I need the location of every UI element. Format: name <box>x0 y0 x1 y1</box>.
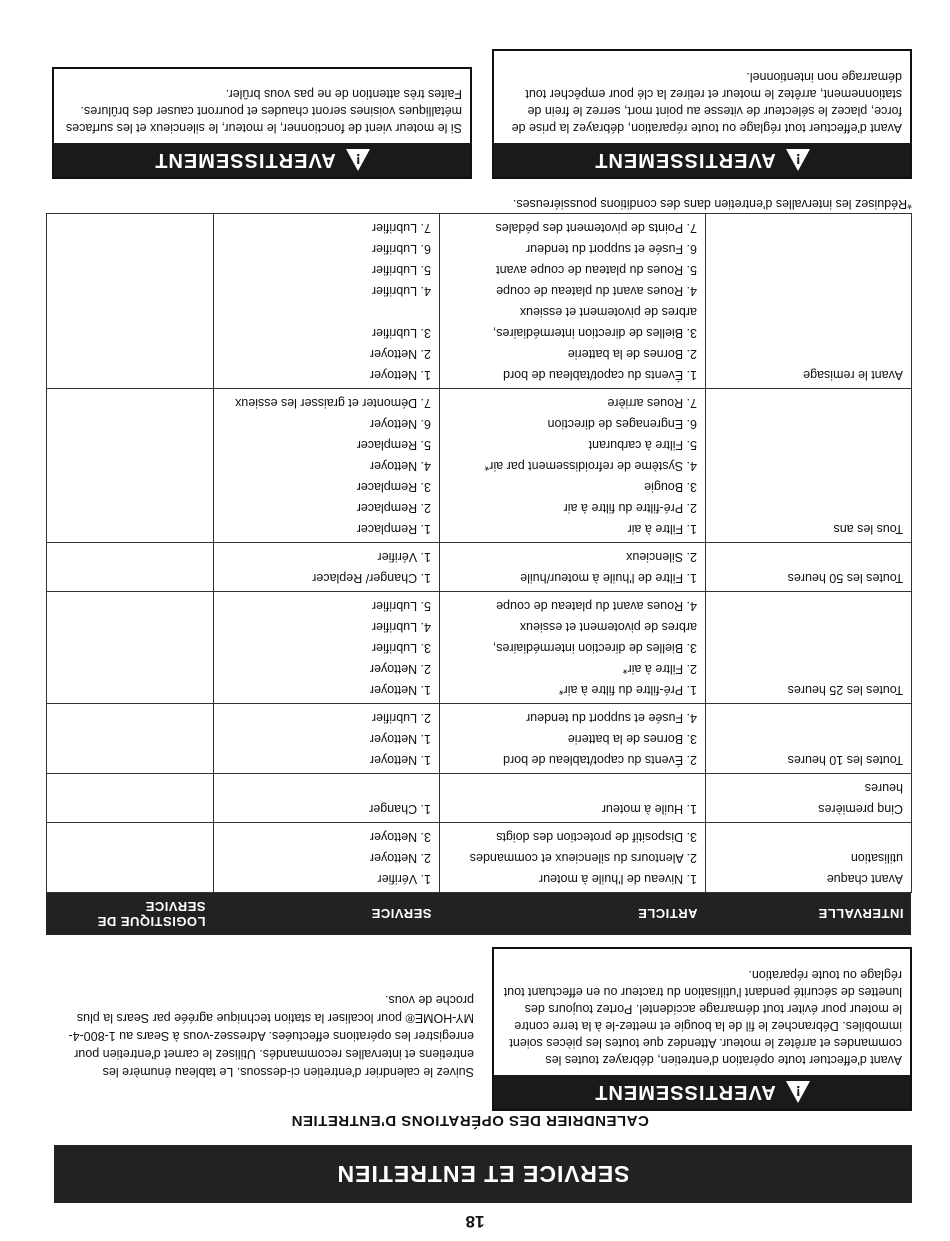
maintenance-schedule-table <box>46 213 912 935</box>
cell-line: 1. Évents du capot/tableau de bord <box>503 368 697 382</box>
cell-line: 1. Pré-filtre du filtre à air* <box>558 683 697 697</box>
cell-line: 2. Alentours du silencieux et commandes <box>469 851 697 865</box>
item-cell <box>440 774 706 823</box>
warning-triangle-icon <box>786 1081 810 1103</box>
table-row <box>47 592 912 704</box>
header-interval: INTERVALLE <box>706 893 912 936</box>
table-row <box>47 823 912 893</box>
warning-header: AVERTISSEMENT <box>154 149 336 172</box>
cell-line: 7. Roues arrière <box>607 396 697 410</box>
cell-line: 6. Nettoyer <box>369 417 431 431</box>
logistics-cell <box>47 774 214 823</box>
warning-text: Avant d'effectuer toute opération d'entretien, débrayez toutes les commandes et arrêtez le moteur. Attendez que toutes les pièces soient immobiles. Débranchez le fil de la bougie et mettez-le à la terre contre le moteur pour éviter tout démarrage accidentel. Portez toujours des lunettes de sécurité pendant l'utilisation du tracteur ou en effectuant tout réglage ou toute réparation. <box>503 968 902 1067</box>
cell-line: 1. Niveau de l'huile à moteur <box>538 872 697 886</box>
cell-line: arbres de pivotement et essieux <box>519 620 697 634</box>
cell-line: Avant le remisage <box>803 368 903 382</box>
item-cell <box>440 214 706 389</box>
item-cell <box>440 704 706 774</box>
cell-line: 7. Démonter et graisser les essieux <box>235 396 431 410</box>
cell-line: 1. Filtre de l'huile à moteur/huile <box>520 571 697 585</box>
cell-line: 7. Lubrifier <box>371 221 431 235</box>
interval-cell <box>706 214 912 389</box>
cell-line: 3. Lubrifier <box>371 326 431 340</box>
cell-line: 1. Nettoyer <box>369 368 431 382</box>
cell-line: Toutes les 50 heures <box>787 571 903 585</box>
warning-text: Si le moteur vient de fonctionner, le moteur, le silencieux et les surfaces métalliques voisines seront chaudes et pourront causer des brûlures. Faites très attention de ne pas vous brûler. <box>65 87 462 135</box>
cell-line: 5. Roues du plateau de coupe avant <box>496 263 697 277</box>
service-cell <box>214 774 440 823</box>
cell-line: 5. Filtre à carburant <box>588 438 697 452</box>
cell-line: 5. Lubrifier <box>371 599 431 613</box>
table-row <box>47 214 912 389</box>
item-cell <box>440 823 706 893</box>
logistics-cell <box>47 389 214 543</box>
cell-line: 2. Nettoyer <box>369 851 431 865</box>
item-cell <box>440 592 706 704</box>
logistics-cell <box>47 543 214 592</box>
cell-line: 3. Bielles de direction intermédiaires, <box>492 326 697 340</box>
logistics-cell <box>47 214 214 389</box>
logistics-cell <box>47 592 214 704</box>
service-cell <box>214 214 440 389</box>
warning-triangle-icon <box>786 149 810 171</box>
header-logistics: LOGISTIQUE DE SERVICE <box>47 893 214 936</box>
cell-line: 6. Fusée et support du tendeur <box>526 242 697 256</box>
cell-line: Cinq premières <box>818 802 903 816</box>
service-cell <box>214 823 440 893</box>
cell-line: utilisation <box>850 851 903 865</box>
cell-line: 2. Bornes de la batterie <box>567 347 697 361</box>
cell-line <box>222 301 431 322</box>
cell-line: 1. Vérifier <box>377 550 431 564</box>
cell-line: 6. Engrenages de direction <box>547 417 697 431</box>
cell-line: Toutes les 10 heures <box>787 753 903 767</box>
section-banner: SERVICE ET ENTRETIEN <box>54 1145 912 1203</box>
interval-cell <box>706 592 912 704</box>
cell-line: 2. Nettoyer <box>369 662 431 676</box>
maintenance-warning <box>492 947 912 1111</box>
header-item: ARTICLE <box>440 893 706 936</box>
interval-cell <box>706 704 912 774</box>
table-row <box>47 543 912 592</box>
cell-line: 3. Bougie <box>644 480 697 494</box>
cell-line: 5. Lubrifier <box>371 263 431 277</box>
cell-line: 4. Roues avant du plateau de coupe <box>496 284 697 298</box>
warning-triangle-icon <box>346 149 370 171</box>
cell-line: 3. Dispositif de protection des doigts <box>496 830 697 844</box>
hot-surface-warning <box>52 67 472 179</box>
logistics-cell <box>47 704 214 774</box>
service-cell <box>214 592 440 704</box>
cell-line: 3. Remplacer <box>356 480 431 494</box>
cell-line: 3. Bielles de direction intermédiaires, <box>492 641 697 655</box>
cell-line: 3. Bornes de la batterie <box>567 732 697 746</box>
interval-cell <box>706 389 912 543</box>
service-cell <box>214 389 440 543</box>
warning-text: Avant d'effectuer tout réglage ou toute réparation, débrayez la prise de force, placez le sélecteur de vitesse au point mort, serrez le frein de stationnement, arrêtez le moteur et retirez la clé pour empêcher tout démarrage non intentionnel. <box>511 70 902 135</box>
cell-line: 3. Nettoyer <box>369 830 431 844</box>
cell-line: 7. Points de pivotement des pédales <box>495 221 697 235</box>
table-row <box>47 389 912 543</box>
cell-line: 2. Filtre à air* <box>622 662 697 676</box>
cell-line: 4. Roues avant du plateau de coupe <box>496 599 697 613</box>
cell-line: 1. Nettoyer <box>369 732 431 746</box>
table-row <box>47 774 912 823</box>
cell-line: 4. Nettoyer <box>369 459 431 473</box>
cell-line: 4. Lubrifier <box>371 620 431 634</box>
item-cell <box>440 543 706 592</box>
cell-line: 1. Remplacer <box>356 522 431 536</box>
cell-line: Tous les ans <box>833 522 903 536</box>
cell-line: 1. Changer/ Replacer <box>312 571 431 585</box>
warning-header: AVERTISSEMENT <box>594 149 776 172</box>
intro-paragraph: Suivez le calendrier d'entretien ci-dessous. Le tableau énumère les entretiens et intervalles recommandés. Utilisez le carnet d'entretien pour enregistrer les opérations effectuées. Adressez-vous à Sears au 1-800-4-MY-HOME® pour localiser la station technique agréée par Sears la plus proche de vous. <box>68 993 474 1079</box>
cell-line: 5. Remplacer <box>356 438 431 452</box>
cell-line: 1. Vérifier <box>377 872 431 886</box>
cell-line: 1. Nettoyer <box>369 683 431 697</box>
cell-line: Avant chaque <box>826 872 903 886</box>
cell-line: 1. Changer <box>369 802 431 816</box>
cell-line: 2. Lubrifier <box>371 711 431 725</box>
service-cell <box>214 543 440 592</box>
cell-line: 1. Nettoyer <box>369 753 431 767</box>
cell-line: 2. Évents du capot/tableau de bord <box>503 753 697 767</box>
interval-cell <box>706 774 912 823</box>
interval-cell <box>706 543 912 592</box>
cell-line: heures <box>864 781 903 795</box>
cell-line: 4. Système de refroidissement par air* <box>484 459 697 473</box>
cell-line: 2. Remplacer <box>356 501 431 515</box>
service-cell <box>214 704 440 774</box>
header-service: SERVICE <box>214 893 440 936</box>
cell-line: 3. Lubrifier <box>371 641 431 655</box>
interval-cell <box>706 823 912 893</box>
cell-line: 2. Silencieux <box>626 550 697 564</box>
cell-line: 1. Filtre à air <box>627 522 697 536</box>
repair-warning <box>492 49 912 179</box>
schedule-title: CALENDRIER DES OPÉRATIONS D'ENTRETIEN <box>291 1112 649 1129</box>
cell-line: Toutes les 25 heures <box>787 683 903 697</box>
cell-line: 2. Pré-filtre du filtre à air <box>563 501 697 515</box>
footnote: *Réduisez les intervalles d'entretien dans des conditions poussiéreuses. <box>512 197 912 211</box>
cell-line: 2. Nettoyer <box>369 347 431 361</box>
cell-line: 4. Fusée et support du tendeur <box>526 711 697 725</box>
cell-line: arbres de pivotement et essieux <box>519 305 697 319</box>
cell-line: 1. Huile à moteur <box>601 802 697 816</box>
page-number: 18 <box>465 1212 485 1231</box>
table-row <box>47 704 912 774</box>
warning-header: AVERTISSEMENT <box>594 1081 776 1104</box>
cell-line: 4. Lubrifier <box>371 284 431 298</box>
item-cell <box>440 389 706 543</box>
cell-line: 6. Lubrifier <box>371 242 431 256</box>
logistics-cell <box>47 823 214 893</box>
